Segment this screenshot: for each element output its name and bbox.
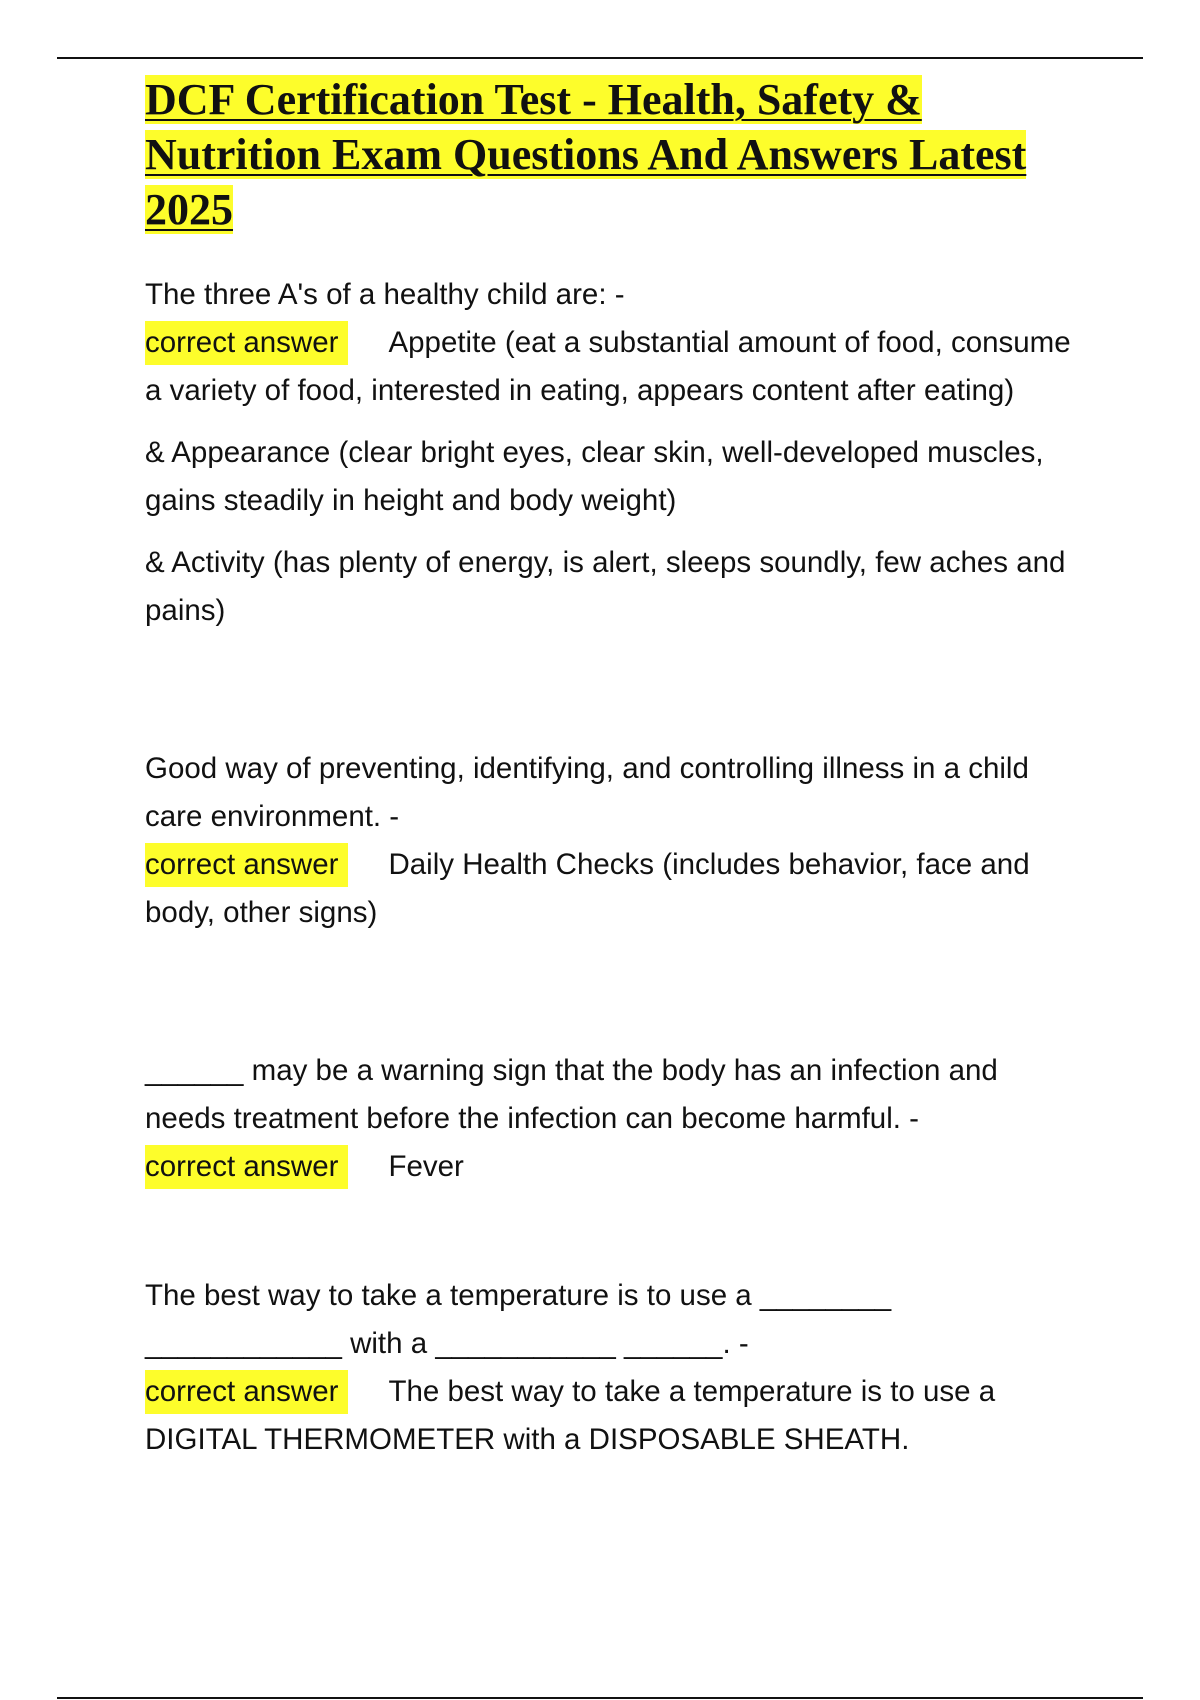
answer-continuation: & Activity (has plenty of energy, is alert, sleeps soundly, few aches and pains) xyxy=(145,546,1066,627)
qa-item-2 xyxy=(145,745,1085,937)
answer-continuation: & Appearance (clear bright eyes, clear skin, well-developed muscles, gains steadily in height and body weight) xyxy=(145,436,1044,517)
correct-answer-label: correct answer xyxy=(145,843,348,887)
question-text: Good way of preventing, identifying, and controlling illness in a child care environment. - xyxy=(145,752,1029,833)
question-text: The best way to take a temperature is to use a ________ ____________ with a ___________ ______. - xyxy=(145,1279,892,1360)
bottom-rule xyxy=(57,1697,1143,1699)
answer-text: Fever xyxy=(388,1150,464,1183)
document-title: DCF Certification Test - Health, Safety & Nutrition Exam Questions And Answers Latest 2025 xyxy=(145,75,1027,234)
qa-item-1 xyxy=(145,271,1085,635)
correct-answer-label: correct answer xyxy=(145,1145,348,1189)
correct-answer-label: correct answer xyxy=(145,1370,348,1414)
answer-text: Appetite (eat a substantial amount of food, consume a variety of food, interested in eating, appears content after eating) xyxy=(145,326,1071,407)
answer-text: Daily Health Checks (includes behavior, face and body, other signs) xyxy=(145,848,1030,929)
answer-text: The best way to take a temperature is to use a DIGITAL THERMOMETER with a DISPOSABLE SHEATH. xyxy=(145,1375,996,1456)
qa-item-3 xyxy=(145,1047,1085,1191)
qa-item-4 xyxy=(145,1272,1085,1464)
question-text: ______ may be a warning sign that the body has an infection and needs treatment before the infection can become harmful. - xyxy=(145,1054,998,1135)
question-text: The three A's of a healthy child are: - xyxy=(145,278,625,311)
top-rule xyxy=(57,57,1143,59)
document-body xyxy=(145,72,1085,1464)
correct-answer-label: correct answer xyxy=(145,321,348,365)
